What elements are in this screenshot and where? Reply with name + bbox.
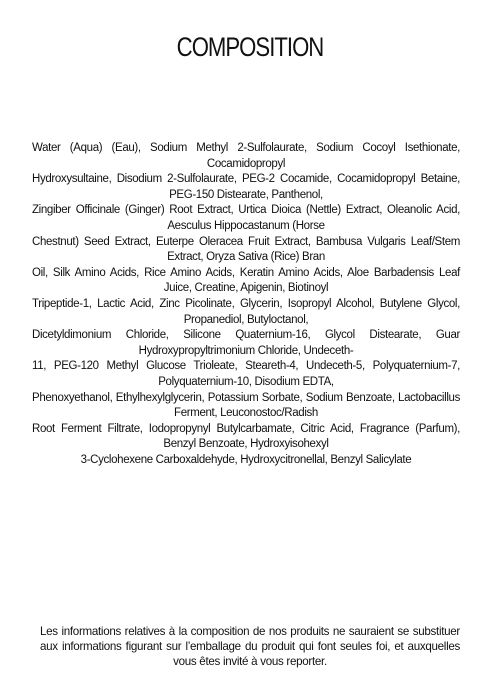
ingredients-line: Phenoxyethanol, Ethylhexylglycerin, Potassium Sorbate, Sodium Benzoate, Lactobacillus Ferment, Leuconostoc/Radish [32, 391, 460, 420]
ingredients-line: Dicetyldimonium Chloride, Silicone Quaternium-16, Glycol Distearate, Guar Hydroxypropyltrimonium Chloride, Undeceth- [32, 329, 460, 357]
ingredients-line: Oil, Silk Amino Acids, Rice Amino Acids, Keratin Amino Acids, Aloe Barbadensis Leaf Juice, Creatine, Apigenin, Biotinoyl [32, 266, 460, 295]
page-title: COMPOSITION [176, 32, 324, 62]
ingredients-line: 3-Cyclohexene Carboxaldehyde, Hydroxycitronellal, Benzyl Salicylate [80, 453, 412, 466]
ingredients-line: Hydroxysultaine, Disodium 2-Sulfolaurate, PEG-2 Cocamide, Cocamidopropyl Betaine, PEG-150 Distearate, Panthenol, [32, 173, 460, 201]
ingredients-line: Tripeptide-1, Lactic Acid, Zinc Picolinate, Glycerin, Isopropyl Alcohol, Butylene Glycol, Propanediol, Butyloctanol, [32, 297, 460, 326]
ingredients-line: Root Ferment Filtrate, Iodopropynyl Butylcarbamate, Citric Acid, Fragrance (Parfum), Benzyl Benzoate, Hydroxyisohexyl [32, 422, 460, 451]
ingredients-list [32, 141, 460, 468]
ingredients-line: Chestnut) Seed Extract, Euterpe Oleracea Fruit Extract, Bambusa Vulgaris Leaf/Stem Extract, Oryza Sativa (Rice) Bran [32, 235, 460, 264]
ingredients-line: 11, PEG-120 Methyl Glucose Trioleate, Steareth-4, Undeceth-5, Polyquaternium-7, Polyquaternium-10, Disodium EDTA, [32, 360, 460, 388]
ingredients-line: Zingiber Officinale (Ginger) Root Extract, Urtica Dioica (Nettle) Extract, Oleanolic Acid, Aesculus Hippocastanum (Horse [32, 204, 460, 232]
legal-disclaimer: Les informations relatives à la composition de nos produits ne sauraient se substituer aux informations figurant sur l’emballage du produit qui font seules foi, et auxquelles vous êtes invité à vous reporter. [40, 625, 460, 668]
ingredients-line: Water (Aqua) (Eau), Sodium Methyl 2-Sulfolaurate, Sodium Cocoyl Isethionate, Cocamidopropyl [32, 142, 460, 170]
